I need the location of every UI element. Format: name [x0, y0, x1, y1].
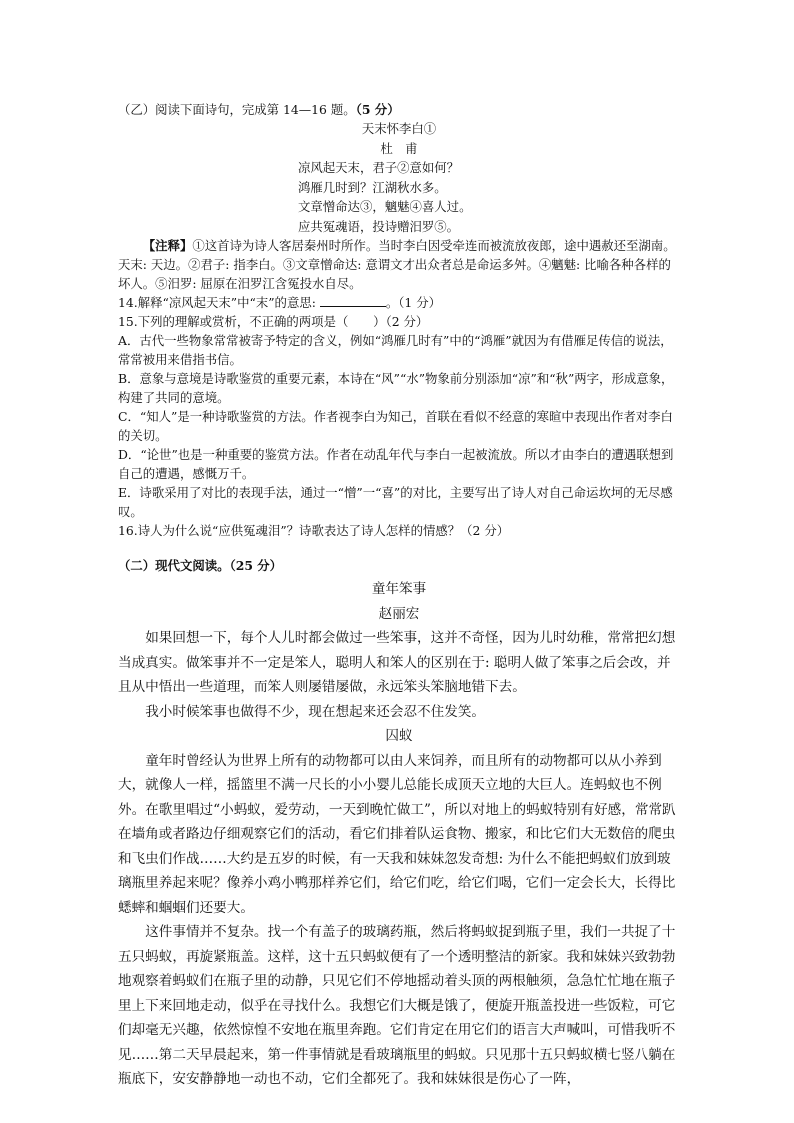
poem-notes [118, 236, 680, 293]
heading-score: （5 分） [355, 102, 400, 117]
option-c: C．“知人”是一种诗歌鉴赏的方法。作者视李白为知己，首联在看似不经意的寒暄中表现出作者对李白的关切。 [118, 409, 673, 443]
essay-paragraph: 这件事情并不复杂。找一个有盖子的玻璃药瓶，然后将蚂蚁捉到瓶子里，我们一共捉了十五只蚂蚁，再旋紧瓶盖。这样，这十五只蚂蚁便有了一个透明整洁的新家。我和妹妹兴致勃勃地观察着蚂蚁们在瓶子里的动静，只见它们不停地摇动着头顶的两根触须，急急忙忙地在瓶子里上下来回地走动，似乎在寻找什么。我想它们大概是饿了，便旋开瓶盖投进一些饭粒，可它们却毫无兴趣，依然惊惶不安地在瓶里奔跑。它们肯定在用它们的语言大声喊叫，可惜我听不见……第二天早晨起来，第一件事情就是看玻璃瓶里的蚂蚁。只见那十五只蚂蚁横七竖八躺在瓶底下，安安静静地一动也不动，它们全都死了。我和妹妹很是伤心了一阵， [118, 924, 676, 1087]
q14-score: 。（1 分） [385, 295, 442, 310]
answer-blank[interactable] [320, 294, 386, 307]
q14-text: 14.解释“凉风起天末”中“末”的意思: [118, 295, 320, 310]
essay-paragraph: 如果回想一下，每个人儿时都会做过一些笨事，这并不奇怪，因为儿时幼稚，常常把幻想当成真实。做笨事并不一定是笨人，聪明人和笨人的区别在于: 聪明人做了笨事之后会改，并且从中悟出一些道理，而笨人则屡错屡做，永远笨头笨脑地错下去。 [118, 630, 676, 695]
essay [118, 577, 680, 1092]
option-d: D．“论世”也是一种重要的鉴赏方法。作者在动乱年代与李白一起被流放。所以才由李白的遭遇联想到自己的遭遇，感慨万千。 [118, 447, 674, 481]
question-14 [118, 293, 680, 312]
poem [118, 119, 680, 236]
essay-author: 赵丽宏 [378, 605, 420, 622]
poem-line: 凉风起天末，君子②意如何？ [298, 160, 460, 175]
option-b: B．意象与意境是诗歌鉴赏的重要元素，本诗在“风”“水”物象前分别添加“凉”和“秋”两字，形成意象，构建了共同的意境。 [118, 371, 674, 405]
question-16: 16.诗人为什么说“应供冤魂泪”？诗歌表达了诗人怎样的情感？（2 分） [118, 523, 510, 538]
option-e: E．诗歌采用了对比的表现手法，通过一“憎”一“喜”的对比，主要写出了诗人对自己命运坎坷的无尽感叹。 [118, 485, 673, 519]
poem-title: 天末怀李白① [361, 121, 437, 136]
heading-text: （乙）阅读下面诗句，完成第 14—16 题。 [118, 102, 356, 117]
section-yi [118, 100, 680, 540]
section-two [118, 555, 680, 1092]
note-text: ①这首诗为诗人客居秦州时所作。当时李白因受牵连而被流放夜郎，途中遇赦还至湖南。天末: 天边。②君子: 指李白。③文章憎命达: 意谓文才出众者总是命运多舛。④魑魅: 比喻各种各样的坏人。⑤汨罗: 屈原在汨罗江含冤投水自尽。 [118, 238, 676, 291]
poem-author: 杜 甫 [380, 140, 418, 156]
poem-line: 文章憎命达③，魑魅④喜人过。 [298, 199, 472, 214]
note-label: 【注释】 [142, 238, 193, 253]
poem-line: 鸿雁几时到？江湖秋水多。 [298, 179, 447, 195]
section-two-heading: （二）现代文阅读。（25 分） [118, 558, 283, 573]
essay-paragraph: 我小时候笨事也做得不少，现在想起来还会忍不住发笑。 [145, 703, 486, 720]
question-15: 15.下列的理解或赏析，不正确的两项是（ ）（2 分） [118, 314, 429, 329]
section-yi-heading [118, 100, 680, 119]
option-a: A．古代一些物象常常被寄予特定的含义，例如“鸿雁几时有”中的“鸿雁”就因为有借雁足传信的说法，常常被用来借指书信。 [118, 333, 673, 367]
essay-paragraph: 童年时曾经认为世界上所有的动物都可以由人来饲养，而且所有的动物都可以从小养到大，就像人一样，摇篮里不满一尺长的小小婴儿总能长成顶天立地的大巨人。连蚂蚁也不例外。在歌里唱过“小蚂蚁，爱劳动，一天到晚忙做工”，所以对地上的蚂蚁特别有好感，常常趴在墙角或者路边仔细观察它们的活动，看它们排着队运食物、搬家，和比它们大无数倍的爬虫和飞虫们作战……大约是五岁的时候，有一天我和妹妹忽发奇想: 为什么不能把蚂蚁们放到玻璃瓶里养起来呢？像养小鸡小鸭那样养它们，给它们吃，给它们喝，它们一定会长大，长得比蟋蟀和蝈蝈们还要大。 [118, 752, 676, 916]
essay-subtitle: 囚蚁 [385, 728, 413, 744]
essay-title: 童年笨事 [371, 581, 427, 597]
poem-line: 应共冤魂语，投诗赠汨罗⑤。 [298, 218, 460, 234]
